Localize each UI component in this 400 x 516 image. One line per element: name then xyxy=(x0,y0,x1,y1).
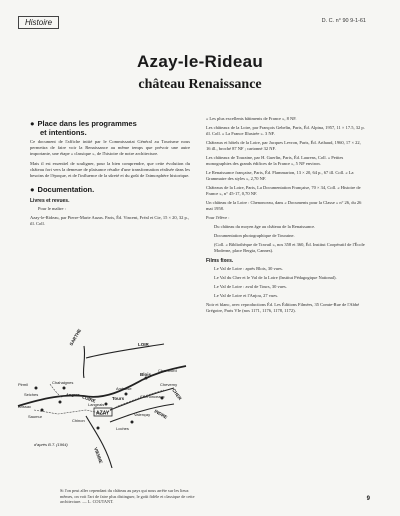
map-label-sarthe: SARTHE xyxy=(68,327,83,347)
town-marker xyxy=(41,409,44,412)
eleves-line: Du château du moyen âge au château de la Renaissance. xyxy=(214,224,316,229)
town-marker xyxy=(105,403,108,406)
sarthe-river xyxy=(83,346,84,378)
map-label-azay: AZAY xyxy=(96,410,110,417)
doc-entry: (Coll. « Bibliothèque de Travail », nos 358 et 360, Éd. Institut Coopératif de l'École Moderne, place Bergia, Cannes). xyxy=(214,242,365,253)
map-label-amboise: Amboise xyxy=(116,386,132,391)
book-entry: Les châteaux de Touraine, par H. Guerlin, Paris, Éd. Laurens, Coll. « Petites monographies des grands édifices de la France », 5 NF environ. xyxy=(206,155,344,166)
map-label-chambord: Chambord xyxy=(158,368,177,373)
eleves-label: Pour l'élève : xyxy=(206,215,230,220)
town-marker xyxy=(125,393,128,396)
document-reference: D. C. n° 90 9-1-61 xyxy=(321,18,366,24)
map-caption: Si l'on peut aller cependant du château au pays qui nous arrête sur les lieux mêmes, on voit l'art de faire plus distinguer, le goût fidèle et classique de cette architecture. — L. COUTANT. xyxy=(60,488,195,504)
map-label-chahaignes: Chahaignes xyxy=(52,380,74,385)
route-line xyxy=(34,384,164,414)
town-marker xyxy=(63,387,66,390)
map-label-tours: Tours xyxy=(112,396,125,401)
left-column xyxy=(30,119,190,230)
map-label-indre: INDRE xyxy=(153,408,169,420)
paragraph: Mais il est essentiel de souligner, pour la bien comprendre, que cette évolution du château fort vers la demeure de plaisance résulte d'une transformation réalisée dans les besoins de l'époque, et de l'influence de la sûreté et du goût de l'atmosphère historique. xyxy=(30,161,190,178)
book-entry: Les châteaux de la Loire, par François Gebelin, Paris, Éd. Alpina, 1957, 11 × 17.5, 32 p. ill. Coll. « La France Illustrée ». 3 NF. xyxy=(206,125,365,136)
dossier-entry: Un château de la Loire : Chenonceau, dans « Documents pour la Classe » n° 26, du 26 mai 1958. xyxy=(206,200,362,211)
films-note: Noir et blanc, avec reproductions Éd. Les Éditions Filmées, 35 Comte-Rue de l'Abbé Grégoire, Paris VIe (nos 1171, 1176, 1178, 1172). xyxy=(206,302,360,313)
section-heading-programmes xyxy=(30,119,190,137)
loir-river xyxy=(86,344,164,358)
map-label-brissac: Brissac xyxy=(18,404,32,409)
town-marker xyxy=(97,427,100,430)
map-label-cheverny: Cheverny xyxy=(160,382,178,387)
page-subtitle: château Renaissance xyxy=(138,77,262,92)
town-marker xyxy=(131,421,134,424)
page-number: 9 xyxy=(366,496,370,502)
town-marker xyxy=(59,401,62,404)
film-entry: Le Val du Cher et le Val de la Loire (Institut Pédagogique National). xyxy=(214,275,337,280)
map-label-angers: Angers xyxy=(66,392,80,397)
map-label-seiches: Seiches xyxy=(24,392,39,397)
map-label-chinon: Chinon xyxy=(72,418,85,423)
book-entry: Châteaux et hôtels de la Loire, par Jacques Levron, Paris, Éd. Arthaud, 1960, 17 × 22, 16 ill., broché 87 NF ; cartonné 32 NF. xyxy=(206,140,361,151)
map-label-saumur: Saumur xyxy=(28,414,43,419)
section-heading-line: Place dans les programmes xyxy=(37,119,137,128)
book-entry: « Les plus excellents bâtiments de France », 8 NF. xyxy=(206,116,297,121)
doc-line: Pour le maître : xyxy=(38,206,66,211)
docs-label: Livres et revues. xyxy=(30,198,70,204)
film-entry: Le Val de Loire et l'Anjou, 27 vues. xyxy=(214,293,279,298)
map-label-loire: LOIRE xyxy=(81,394,97,404)
film-entry: Le Val de Loire : aval de Tours, 30 vues. xyxy=(214,284,287,289)
map-label-vienne: VIENNE xyxy=(93,446,104,465)
bullet-icon: ● xyxy=(30,119,35,128)
films-label: Films fixes. xyxy=(206,258,234,264)
film-entry: Le Val de Loire : après Blois, 30 vues. xyxy=(214,266,283,271)
book-entry: Le Renaissance française, Paris, Éd. Flammarion, 13 × 20, 64 p., 67 ill. Coll. « La Grammaire des styles », 2,70 NF. xyxy=(206,170,354,181)
right-column xyxy=(206,116,366,317)
rubric-label: Histoire xyxy=(18,16,59,29)
page-title: Azay-le-Rideau xyxy=(136,52,264,71)
map-label-blois: Blois xyxy=(140,372,152,377)
doc-line: Azay-le-Rideau, par Pierre-Marie Auzas. Paris, Éd. Vincent, Fréal et Cie, 15 × 20, 32 p., ill. Coll. xyxy=(30,215,190,226)
map-label-chenonceaux: Chenonceaux xyxy=(140,394,165,399)
map-label-langeais: Langeais xyxy=(88,402,105,407)
bullet-icon: ● xyxy=(30,185,35,194)
book-entry: Châteaux de la Loire, Paris, La Documentation Française, 70 × 34, Coll. « Histoire de France », n° 45-17, 0,70 NF. xyxy=(206,185,361,196)
map-label-loches: Loches xyxy=(116,426,129,431)
town-marker xyxy=(35,387,38,390)
map-credit: d'après B.T. (1964) xyxy=(34,442,68,447)
map-label-valencay: Valençay xyxy=(134,412,151,417)
map-label-cher: CHER xyxy=(171,387,183,402)
paragraph: Ce document de l'affiche initié par le Commissariat Général au Tourisme nous permettra de faire voir la Renaissance au même temps que prévoir une autre importante, une étape « classique », de l'histoire de notre architecture. xyxy=(30,139,190,156)
section-heading-line: et intentions. xyxy=(40,128,87,137)
section-heading-documentation xyxy=(30,185,190,194)
map-label-pirmil: Pirmil xyxy=(18,382,28,387)
section-heading-line: Documentation. xyxy=(37,185,95,194)
map-label-loir: LOIR xyxy=(138,342,149,347)
doc-entry: Documentation photographique de Touraine. xyxy=(214,233,295,238)
loire-valley-map xyxy=(14,318,194,480)
